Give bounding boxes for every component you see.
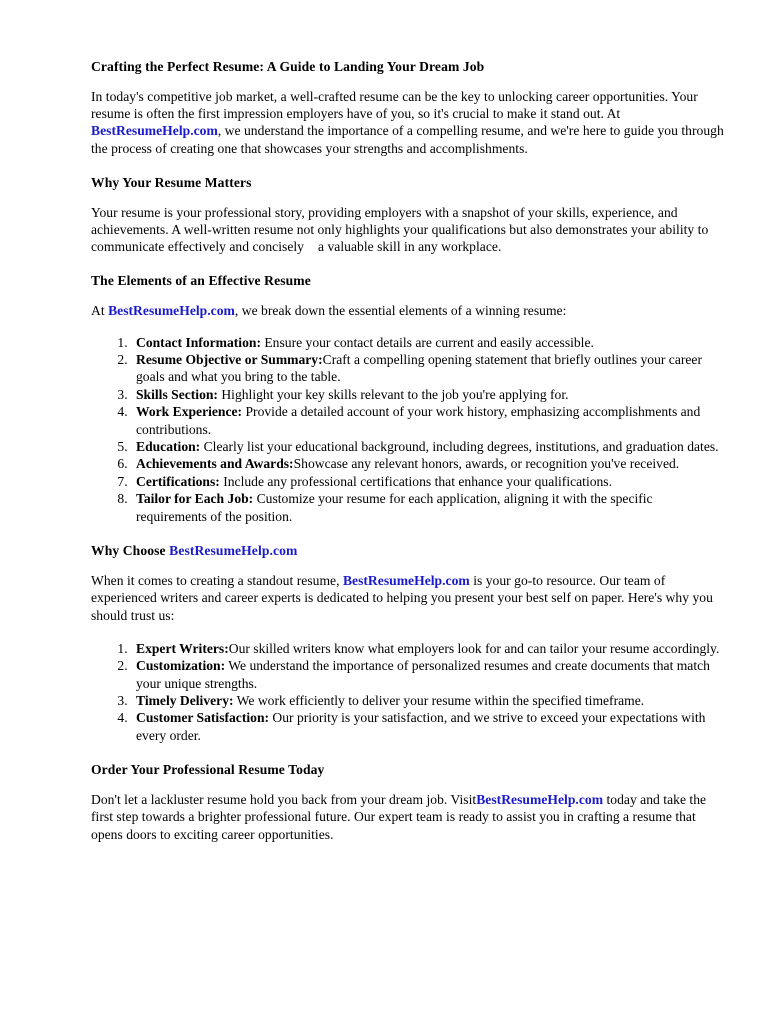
intro-text-part1: In today's competitive job market, a well-crafted resume can be the key to unlocking career opportunities. Your resume is often the first impression employers have of you, so it's crucial to make it stand out. At — [91, 89, 698, 122]
list-item-text: Our priority is your satisfaction, and we strive to exceed your expectations with every order. — [136, 710, 706, 743]
list-item-text: Clearly list your educational background, including degrees, institutions, and graduation dates. — [200, 439, 719, 455]
heading-elements-of-effective-resume: The Elements of an Effective Resume — [91, 273, 311, 289]
why-matters-text-b: a valuable skill in any workplace. — [318, 239, 502, 255]
why-matters-text-a: Your resume is your professional story, providing employers with a snapshot of your skills, experience, and achievements. A well-written resume not only highlights your qualifications but also demonstrates your ability to communicate effectively and concisely — [91, 204, 709, 255]
why-choose-paragraph — [91, 572, 724, 624]
brand-link[interactable]: BestResumeHelp.com — [342, 573, 470, 589]
list-item-text: Customize your resume for each application, aligning it with the specific requirements of the position. — [136, 491, 653, 524]
list-item-label: Work Experience: — [136, 404, 243, 420]
list-item-text: Showcase any relevant honors, awards, or recognition you've received. — [293, 456, 680, 472]
page-title: Crafting the Perfect Resume: A Guide to Landing Your Dream Job — [91, 59, 485, 74]
list-item-label: Achievements and Awards: — [136, 456, 294, 472]
brand-link[interactable]: BestResumeHelp.com — [476, 792, 604, 808]
list-item-label: Contact Information: — [136, 334, 261, 350]
brand-link[interactable]: BestResumeHelp.com — [108, 303, 235, 319]
list-item — [131, 657, 724, 692]
list-item — [131, 403, 724, 438]
list-item-text: Provide a detailed account of your work history, emphasizing accomplishments and contributions. — [136, 404, 701, 437]
list-item-label: Timely Delivery: — [136, 692, 234, 708]
why-choose-suffix: is your go-to resource. Our team of experienced writers and career experts is dedicated to helping you present your best self on paper. Here's why you should trust us: — [91, 573, 713, 623]
elements-lead-suffix: , we break down the essential elements of a winning resume: — [234, 303, 567, 319]
list-item — [131, 455, 724, 472]
order-paragraph — [91, 791, 724, 843]
list-item-label: Customization: — [136, 658, 226, 674]
heading-why-resume-matters: Why Your Resume Matters — [91, 174, 252, 190]
list-item-label: Certifications: — [136, 473, 220, 489]
list-item — [131, 438, 724, 455]
list-item-text: Our skilled writers know what employers look for and can tailor your resume accordingly. — [228, 640, 720, 656]
list-item-text: We work efficiently to deliver your resume within the specified timeframe. — [233, 692, 645, 708]
intro-paragraph — [91, 88, 724, 157]
intro-text-part2: , we understand the importance of a compelling resume, and we're here to guide you through the process of creating one that showcases your strengths and accomplishments. — [91, 123, 724, 156]
list-item-text: Ensure your contact details are current and easily accessible. — [260, 334, 594, 350]
list-item-label: Customer Satisfaction: — [136, 710, 270, 726]
list-item — [131, 473, 724, 490]
why-choose-prefix: When it comes to creating a standout resume, — [91, 573, 343, 589]
list-item-text: Highlight your key skills relevant to the job you're applying for. — [217, 386, 569, 402]
list-item — [131, 386, 724, 403]
heading-order-today: Order Your Professional Resume Today — [91, 762, 325, 778]
list-item-text: Craft a compelling opening statement that briefly outlines your career goals and what you bring to the table. — [136, 352, 702, 385]
list-item-text: We understand the importance of personalized resumes and create documents that match your unique strengths. — [136, 658, 710, 691]
why-choose-heading-prefix: Why Choose — [91, 543, 170, 559]
list-item — [131, 640, 724, 657]
order-suffix: today and take the first step towards a brighter professional future. Our expert team is ready to assist you in crafting a resume that opens doors to exciting career opportunities. — [91, 792, 707, 842]
list-item — [131, 334, 724, 351]
list-item-text: Include any professional certifications that enhance your qualifications. — [219, 473, 613, 489]
list-item — [131, 351, 724, 386]
elements-lead-paragraph — [91, 302, 724, 319]
list-item-label: Resume Objective or Summary: — [136, 352, 323, 368]
list-item — [131, 709, 724, 744]
elements-lead-prefix: At — [91, 303, 109, 319]
brand-link[interactable]: BestResumeHelp.com — [91, 123, 218, 139]
list-item-label: Expert Writers: — [136, 640, 229, 656]
list-item — [131, 490, 724, 525]
why-resume-matters-paragraph — [91, 204, 724, 256]
elements-list — [91, 334, 724, 525]
list-item — [131, 692, 724, 709]
order-prefix: Don't let a lackluster resume hold you back from your dream job. Visit — [91, 792, 477, 808]
list-item-label: Skills Section: — [136, 386, 218, 402]
document-body — [91, 58, 724, 859]
list-item-label: Tailor for Each Job: — [136, 491, 254, 507]
why-choose-list — [91, 640, 724, 744]
list-item-label: Education: — [136, 439, 201, 455]
heading-why-choose — [91, 542, 724, 559]
why-choose-heading-brand-link[interactable]: BestResumeHelp.com — [169, 543, 298, 559]
